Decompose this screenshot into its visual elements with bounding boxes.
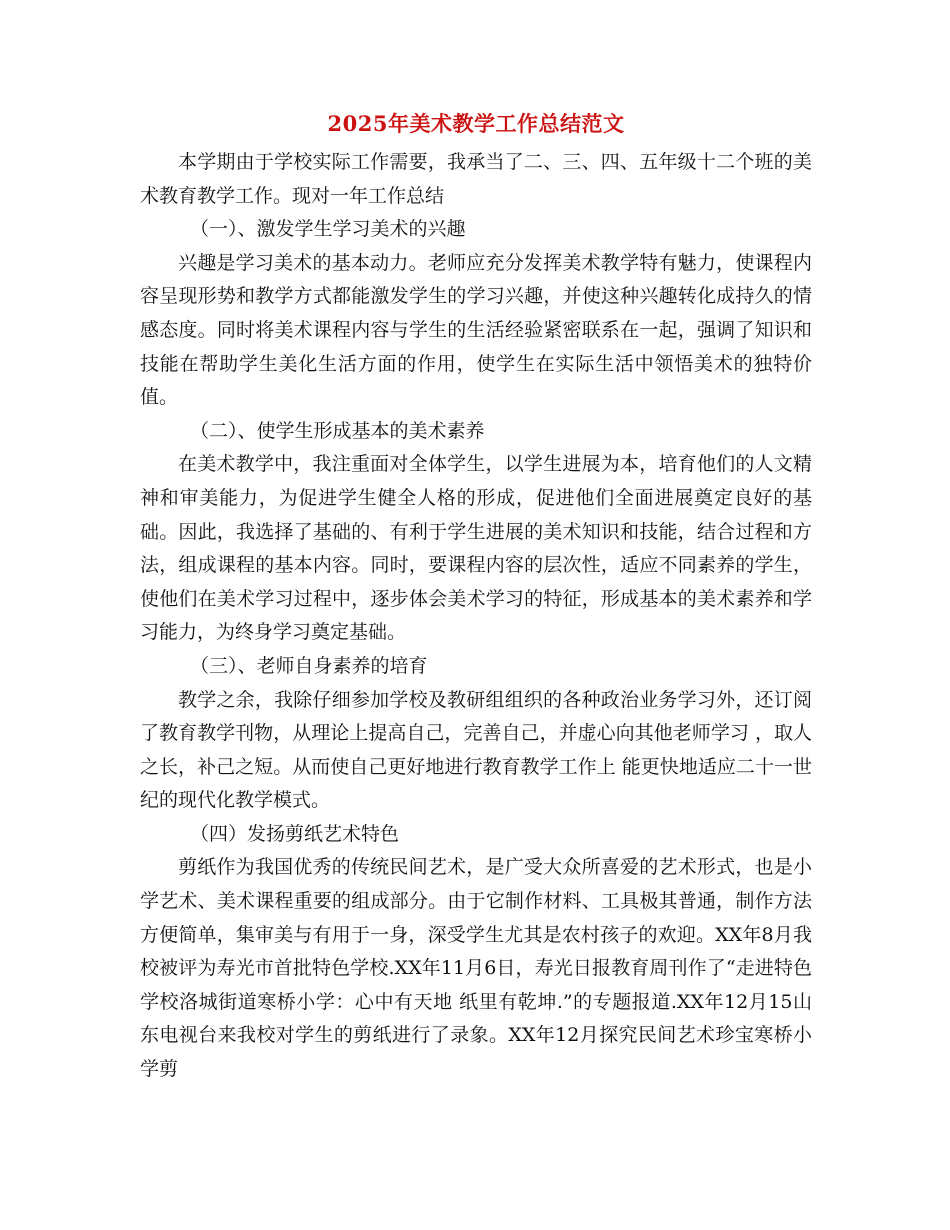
section-body-4: 剪纸作为我国优秀的传统民间艺术，是广受大众所喜爱的艺术形式，也是小学艺术、美术课程重要的组成部分。由于它制作材料、工具极其普通，制作方法方便简单，集审美与有用于一身，深受学生尤其是农村孩子的欢迎。XX年8月我校被评为寿光市首批特色学校.XX年11月6日，寿光日报教育周刊作了“走进特色学校洛城街道寒桥小学：心中有天地 纸里有乾坤.”的专题报道.XX年12月15山东电视台来我校对学生的剪纸进行了录象。XX年12月探究民间艺术珍宝寒桥小学剪 — [140, 856, 812, 1081]
document-title: 2025年美术教学工作总结范文 — [327, 111, 625, 136]
section-body-3: 教学之余，我除仔细参加学校及教研组组织的各种政治业务学习外，还订阅了教育教学刊物，从理论上提高自己，完善自己，并虚心向其他老师学习 ，取人之长，补己之短。从而使自己更好地进行教育教学工作上 能更快地适应二十一世纪的现代化教学模式。 — [140, 688, 812, 812]
section-heading-3: （三）、老师自身素养的培育 — [190, 654, 428, 677]
section-heading-4: （四）发扬剪纸艺术特色 — [190, 822, 400, 845]
section-heading-2: （二）、使学生形成基本的美术素养 — [190, 419, 485, 442]
intro-paragraph: 本学期由于学校实际工作需要，我承当了二、三、四、五年级十二个班的美术教育教学工作。现对一年工作总结 — [140, 151, 812, 207]
section-body-2: 在美术教学中，我注重面对全体学生，以学生进展为本，培育他们的人文精神和审美能力，为促进学生健全人格的形成，促进他们全面进展奠定良好的基础。因此，我选择了基础的、有利于学生进展的美术知识和技能，结合过程和方法，组成课程的基本内容。同时，要课程内容的层次性，适应不同素养的学生，使他们在美术学习过程中，逐步体会美术学习的特征，形成基本的美术素养和学习能力，为终身学习奠定基础。 — [140, 453, 812, 644]
section-body-1: 兴趣是学习美术的基本动力。老师应充分发挥美术教学特有魅力，使课程内容呈现形势和教学方式都能激发学生的学习兴趣，并使这种兴趣转化成持久的情感态度。同时将美术课程内容与学生的生活经验紧密联系在一起，强调了知识和技能在帮助学生美化生活方面的作用，使学生在实际生活中领悟美术的独特价值。 — [140, 251, 812, 409]
section-heading-1: （一）、激发学生学习美术的兴趣 — [190, 218, 466, 241]
document-page — [140, 108, 812, 1087]
